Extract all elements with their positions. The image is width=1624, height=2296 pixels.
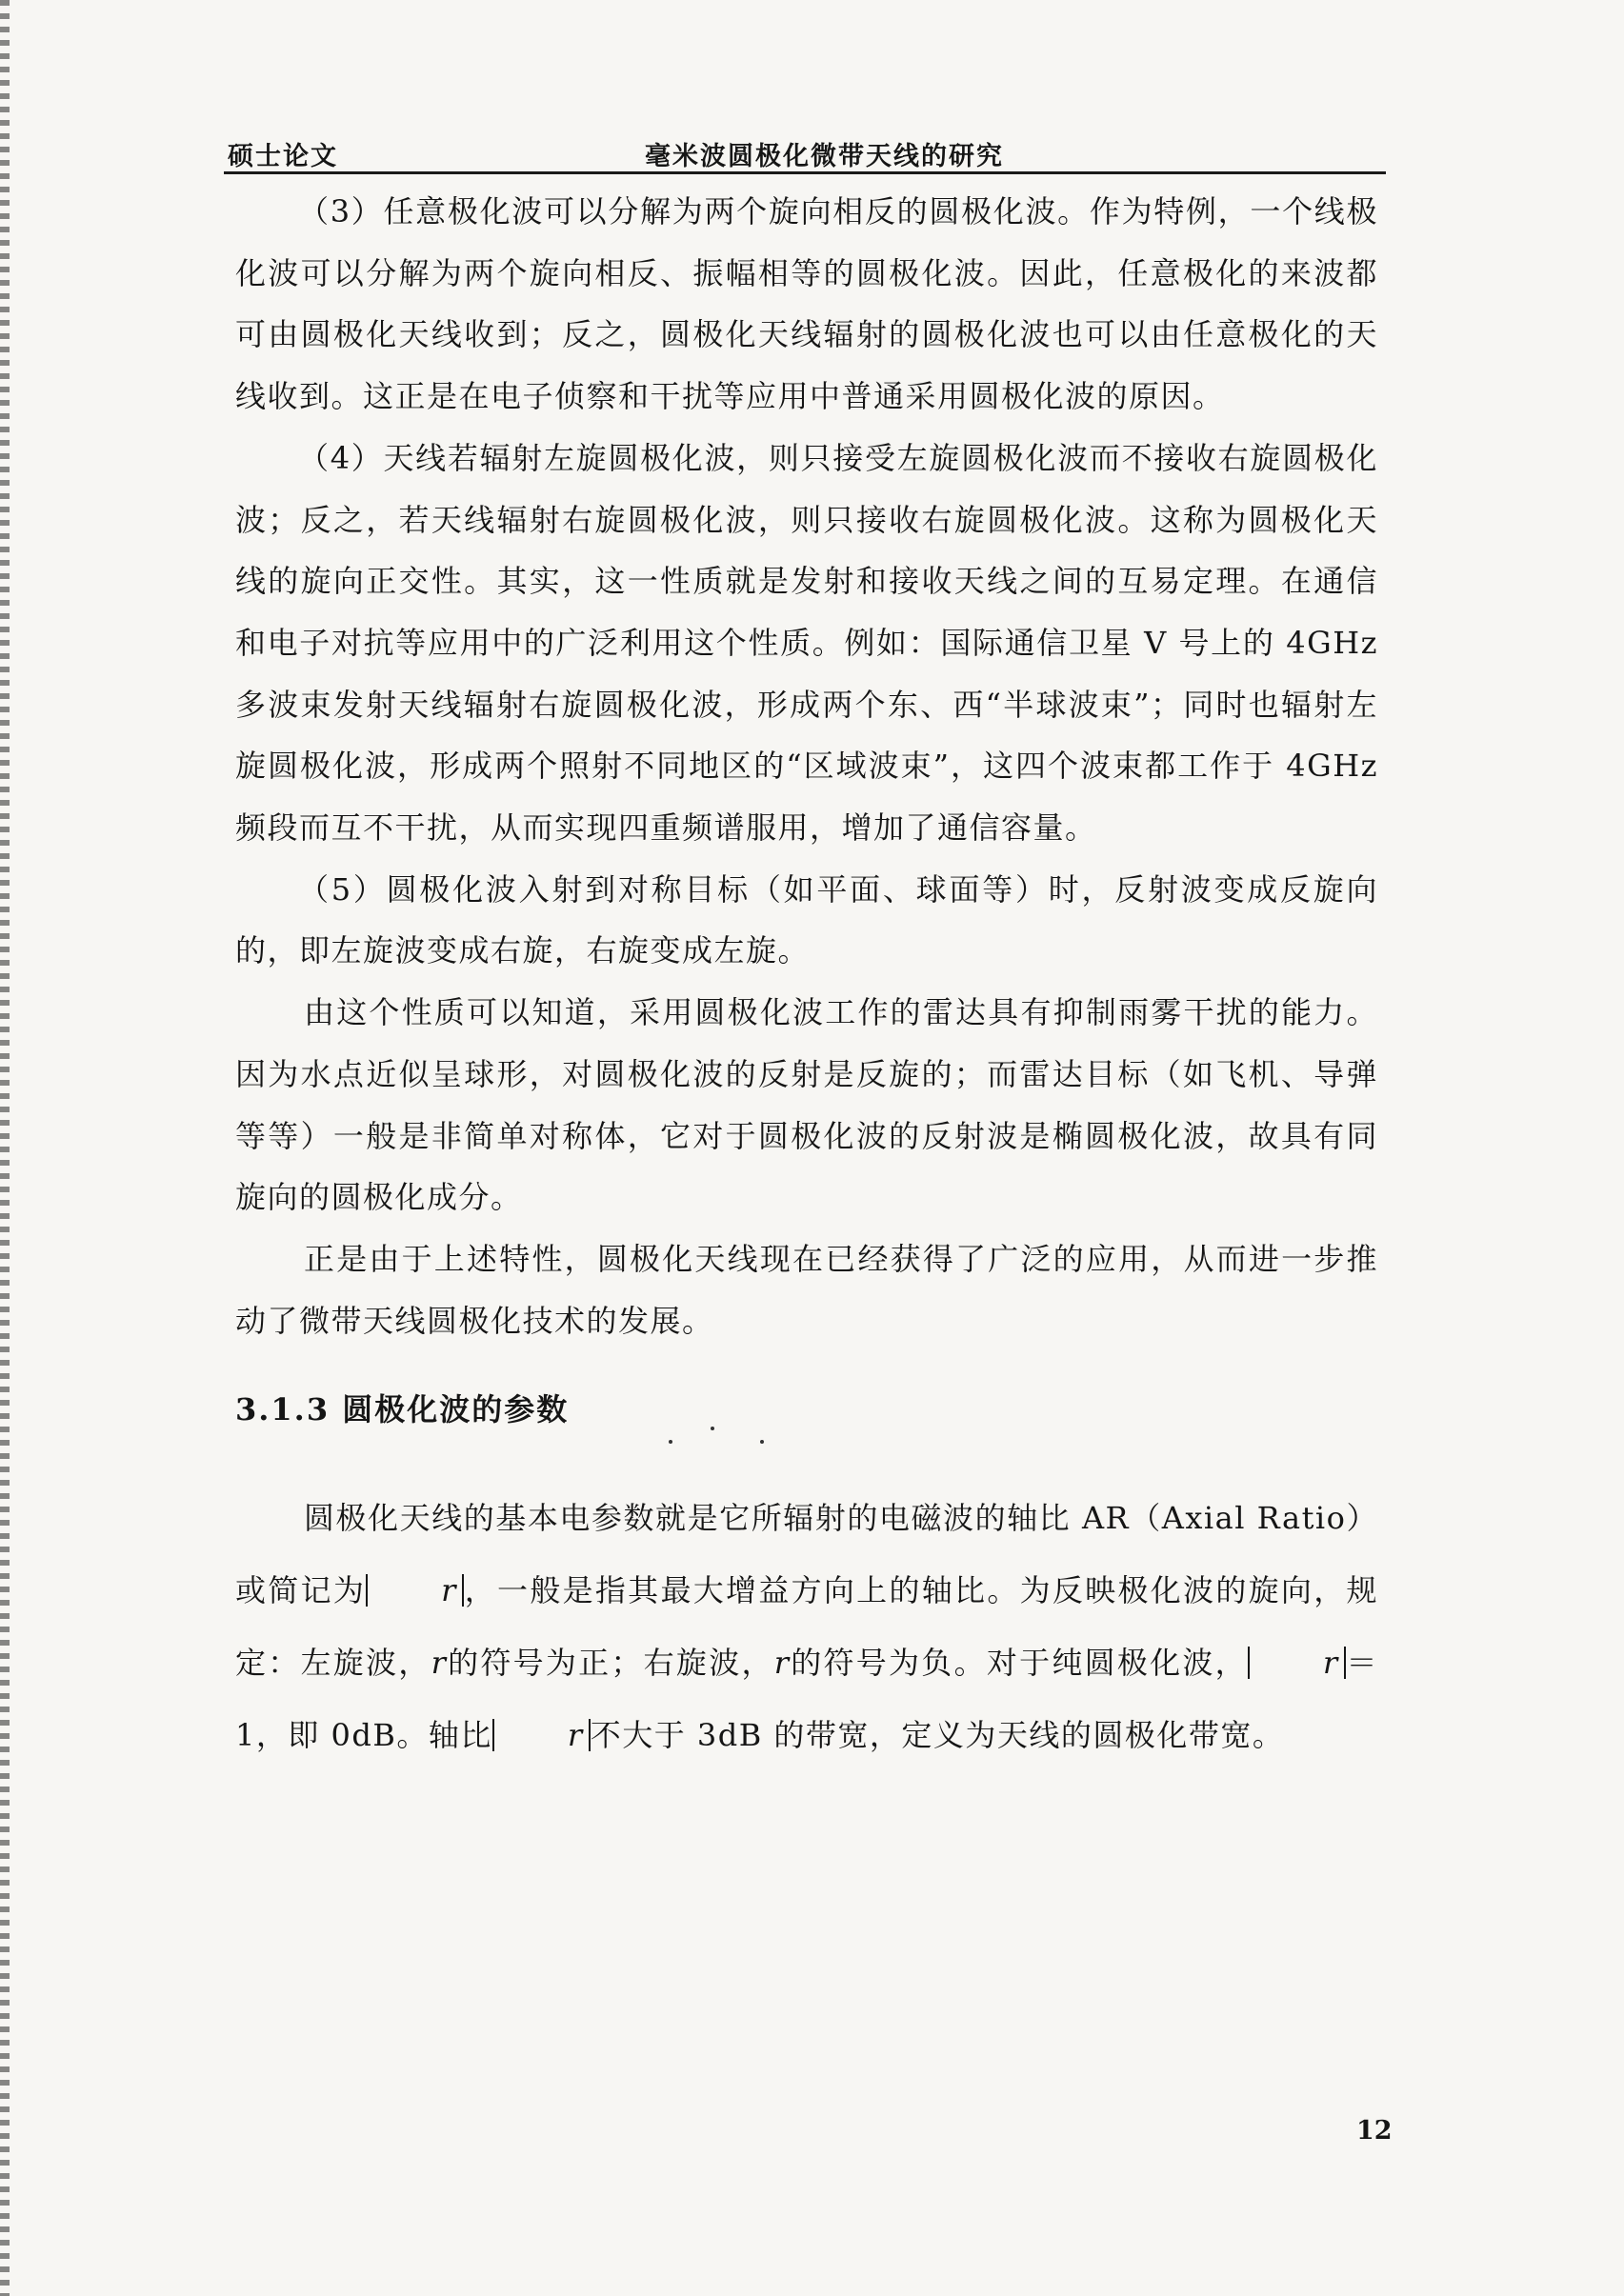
paragraph-property-5: （5）圆极化波入射到对称目标（如平面、球面等）时，反射波变成反旋向的，即左旋波变成右旋，右旋变成左旋。 — [235, 870, 1378, 969]
body-text — [235, 181, 1378, 1351]
header-title: 毫米波圆极化微带天线的研究 — [645, 142, 1004, 171]
scan-speckles — [667, 1419, 772, 1447]
section-heading: 3.1.3 圆极化波的参数 — [235, 1391, 570, 1428]
speckle — [669, 1440, 672, 1444]
paragraph-axial-ratio — [235, 1482, 1378, 1771]
axial-text-6: 不大于 3dB 的带宽，定义为天线的圆极化带宽。 — [590, 1717, 1285, 1753]
axial-text-4: 的符号为负。对于纯圆极化波， — [790, 1645, 1248, 1681]
axial-text-1: 圆极化天线的基本电参数就是它所辐射的电磁波的轴比 AR（Axial Ratio）或简记为 — [235, 1500, 1378, 1608]
abs-r-symbol: r — [366, 1574, 464, 1607]
axial-text-5: ＝1，即 0dB。轴比 — [235, 1645, 1378, 1753]
header-left-label: 硕士论文 — [228, 142, 338, 171]
paragraph-summary: 正是由于上述特性，圆极化天线现在已经获得了广泛的应用，从而进一步推动了微带天线圆极化技术的发展。 — [235, 1240, 1378, 1339]
axial-text-3: 的符号为正；右旋波， — [447, 1645, 774, 1681]
axial-text-2: ，一般是指其最大增益方向上的轴比。为反映极化波的旋向，规定：左旋波， — [235, 1572, 1378, 1681]
abs-r-symbol: r — [492, 1719, 591, 1751]
page-header — [224, 131, 1386, 177]
paragraph-property-4: （4）天线若辐射左旋圆极化波，则只接受左旋圆极化波而不接收右旋圆极化波；反之，若天线辐射右旋圆极化波，则只接收右旋圆极化波。这称为圆极化天线的旋向正交性。其实，这一性质就是发射和接收天线之间的互易定理。在通信和电子对抗等应用中的广泛利用这个性质。例如：国际通信卫星 V 号上的 4GHz 多波束发射天线辐射右旋圆极化波，形成两个东、西“半球波束”；同时也辐射左旋圆极化波，形成两个照射不同地区的“区域波束”，这四个波束都工作于 4GHz 频段而互不干扰，从而实现四重频谱服用，增加了通信容量。 — [235, 439, 1378, 847]
page-number: 12 — [1356, 2116, 1393, 2146]
axial-ratio-text — [235, 1482, 1378, 1771]
header-rule — [224, 171, 1386, 174]
paragraph-property-3: （3）任意极化波可以分解为两个旋向相反的圆极化波。作为特例，一个线极化波可以分解为两个旋向相反、振幅相等的圆极化波。因此，任意极化的来波都可由圆极化天线收到；反之，圆极化天线辐射的圆极化波也可以由任意极化的天线收到。这正是在电子侦察和干扰等应用中普通采用圆极化波的原因。 — [235, 193, 1378, 415]
abs-r-symbol: r — [1248, 1647, 1346, 1679]
speckle — [760, 1440, 764, 1444]
r-symbol: r — [773, 1645, 791, 1681]
scan-edge-artifact — [0, 0, 10, 2296]
r-symbol: r — [431, 1645, 448, 1681]
speckle — [711, 1427, 714, 1430]
paragraph-radar: 由这个性质可以知道，采用圆极化波工作的雷达具有抑制雨雾干扰的能力。因为水点近似呈球形，对圆极化波的反射是反旋的；而雷达目标（如飞机、导弹等等）一般是非简单对称体，它对于圆极化波的反射波是椭圆极化波，故具有同旋向的圆极化成分。 — [235, 994, 1378, 1216]
